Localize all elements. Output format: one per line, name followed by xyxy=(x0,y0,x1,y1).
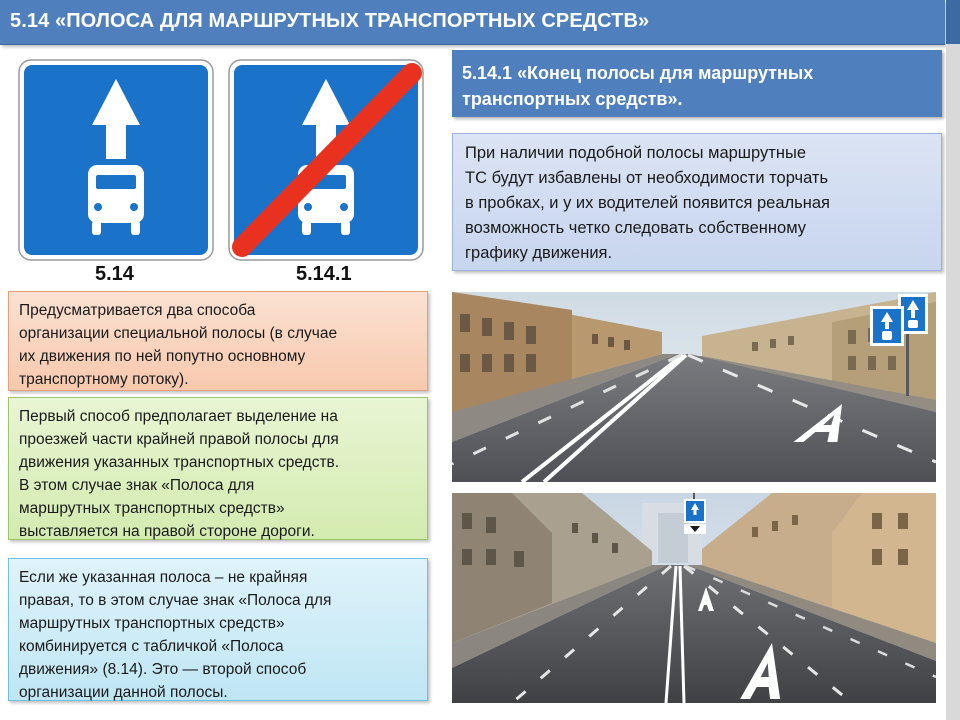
note-box-blue xyxy=(452,133,942,271)
note-line: организации специальной полосы (в случае xyxy=(19,325,338,342)
sign-code-5-14: 5.14 xyxy=(95,263,134,285)
note-line: транспортному потоку). xyxy=(19,371,189,388)
note-line: При наличии подобной полосы маршрутные xyxy=(465,144,806,162)
note-line: ТС будут избавлены от необходимости торчать xyxy=(465,169,829,187)
note-line: движения указанных транспортных средств. xyxy=(19,454,340,471)
subtitle-line: транспортных средств». xyxy=(462,89,683,109)
bus-lane-sign-icon xyxy=(18,59,214,261)
note-box-cyan xyxy=(8,558,428,701)
note-box-green xyxy=(8,397,428,540)
note-line: Если же указанная полоса – не крайняя xyxy=(19,569,308,586)
subtitle-box xyxy=(452,50,942,117)
right-edge-strip xyxy=(946,0,960,720)
note-line: комбинируется с табличкой «Полоса xyxy=(19,638,284,655)
note-line: маршрутных транспортных средств» xyxy=(19,615,285,632)
title-bar xyxy=(0,0,945,45)
subtitle-line: 5.14.1 «Конец полосы для маршрутных xyxy=(462,63,814,83)
note-line: организации данной полосы. xyxy=(19,684,228,701)
note-line: возможность четко следовать собственному xyxy=(465,219,806,237)
note-line: выставляется на правой стороне дороги. xyxy=(19,523,315,540)
note-line: движения» (8.14). Это — второй способ xyxy=(19,661,307,678)
note-line: графику движения. xyxy=(465,244,613,262)
note-line: правая, то в этом случае знак «Полоса для xyxy=(19,592,332,609)
right-edge-strip-top xyxy=(946,0,960,44)
note-line: их движения по ней попутно основному xyxy=(19,348,306,365)
note-line: маршрутных транспортных средств» xyxy=(19,500,285,517)
street-photo-middle-lane xyxy=(452,493,936,703)
note-line: Первый способ предполагает выделение на xyxy=(19,408,338,425)
bus-lane-end-sign-icon xyxy=(228,59,424,261)
page-title: 5.14 «ПОЛОСА ДЛЯ МАРШРУТНЫХ ТРАНСПОРТНЫХ СРЕДСТВ» xyxy=(10,10,650,32)
note-box-orange xyxy=(8,291,428,391)
street-photo-right-lane xyxy=(452,292,936,482)
subtitle-text xyxy=(462,60,813,112)
sign-code-5-14-1: 5.14.1 xyxy=(296,263,352,285)
note-line: В этом случае знак «Полоса для xyxy=(19,477,255,494)
note-line: Предусматривается два способа xyxy=(19,302,256,319)
note-line: в пробках, и у их водителей появится реальная xyxy=(465,194,830,212)
note-line: проезжей части крайней правой полосы для xyxy=(19,431,339,448)
